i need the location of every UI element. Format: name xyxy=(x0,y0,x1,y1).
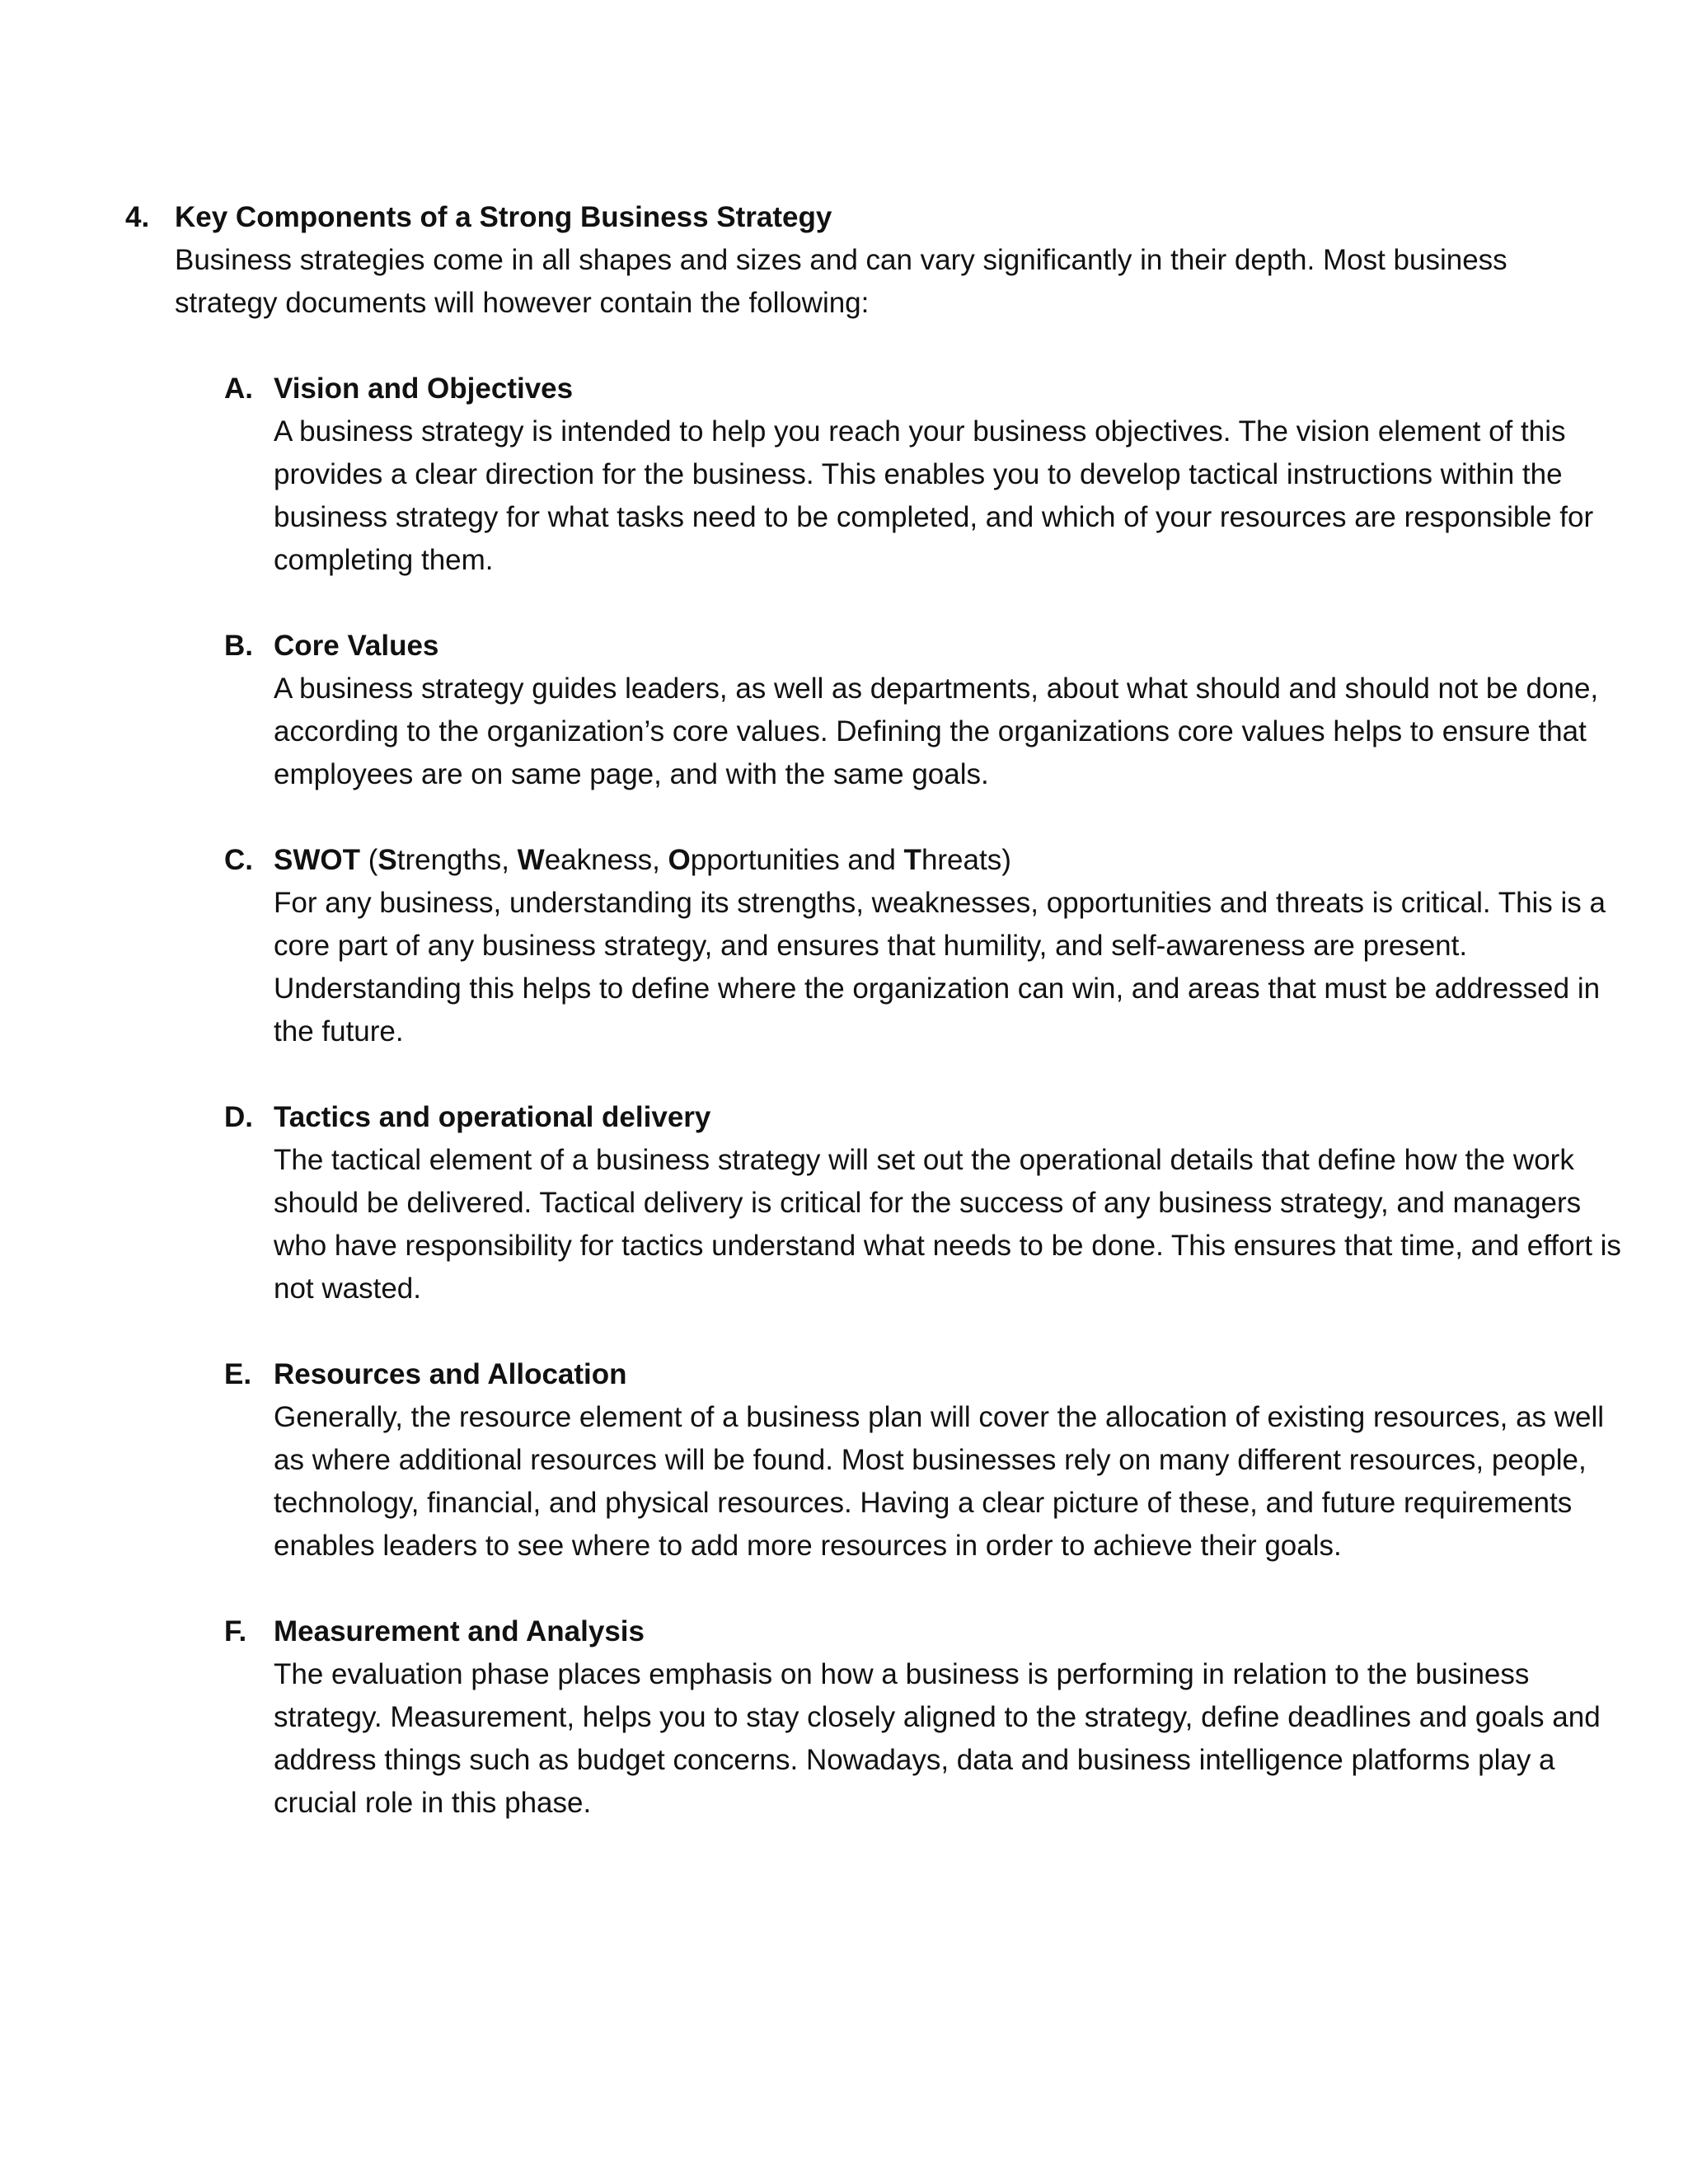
item-title: Vision and Objectives xyxy=(274,373,574,405)
swot-title-bold: SWOT xyxy=(274,844,360,876)
item-heading xyxy=(125,1096,1609,1139)
item-title: Measurement and Analysis xyxy=(274,1615,645,1647)
swot-w-bold: W xyxy=(517,844,545,876)
list-item-core-values xyxy=(125,625,1609,796)
swot-o-rest: pportunities and xyxy=(690,844,904,876)
swot-open: ( xyxy=(359,844,378,876)
list-item-vision-objectives xyxy=(125,368,1609,582)
list-item-measurement xyxy=(125,1610,1609,1825)
swot-t-bold: T xyxy=(903,844,921,876)
item-body: For any business, understanding its strengths, weaknesses, opportunities and threats is critical. This is a core part of any business strategy, and ensures that humility, and self-awareness are present. Understanding this helps to define where the organization can win, and areas that must be addressed in the future. xyxy=(274,887,1606,1047)
section-intro: Business strategies come in all shapes and sizes and can vary significantly in their depth. Most business strategy documents will however contain the following: xyxy=(175,244,1507,319)
item-letter: D. xyxy=(224,1101,253,1133)
swot-s-bold: S xyxy=(377,844,397,876)
item-heading xyxy=(125,839,1609,882)
swot-o-bold: O xyxy=(668,844,691,876)
section-heading xyxy=(125,196,1609,239)
item-body: Generally, the resource element of a business plan will cover the allocation of existing resources, as well as where additional resources will be found. Most businesses rely on many different resources, people, technology, financial, and physical resources. Having a clear picture of these, and future requirements enables leaders to see where to add more resources in order to achieve their goals. xyxy=(274,1401,1605,1562)
item-heading xyxy=(125,1610,1609,1653)
item-body: A business strategy is intended to help you reach your business objectives. The vision element of this provides a clear direction for the business. This enables you to develop tactical instructions within the business strategy for what tasks need to be completed, and which of your resources are responsible for completing them. xyxy=(274,415,1594,576)
item-letter: E. xyxy=(224,1358,252,1390)
list-item-tactics xyxy=(125,1096,1621,1310)
item-title xyxy=(274,839,1011,882)
item-letter: A. xyxy=(224,373,253,405)
swot-s-rest: trengths, xyxy=(396,844,518,876)
item-letter: F. xyxy=(224,1615,247,1647)
item-heading xyxy=(125,1353,1609,1396)
item-letter: C. xyxy=(224,844,253,876)
item-heading xyxy=(125,368,1609,410)
item-body: A business strategy guides leaders, as well as departments, about what should and should not be done, according to the organization’s core values. Defining the organizations core values helps to ensure that employees are on same page, and with the same goals. xyxy=(274,673,1599,790)
component-list xyxy=(125,368,1621,1825)
item-title: Resources and Allocation xyxy=(274,1358,627,1390)
item-letter: B. xyxy=(224,630,253,662)
item-body: The evaluation phase places emphasis on how a business is performing in relation to the business strategy. Measurement, helps you to stay closely aligned to the strategy, define deadlines and goals and address things such as budget concerns. Nowadays, data and business intelligence platforms play a crucial role in this phase. xyxy=(274,1658,1601,1819)
section-title: Key Components of a Strong Business Strategy xyxy=(175,201,832,233)
item-title: Core Values xyxy=(274,630,439,662)
swot-w-rest: eakness, xyxy=(544,844,668,876)
item-heading xyxy=(125,625,1609,668)
item-body: The tactical element of a business strategy will set out the operational details that define how the work should be delivered. Tactical delivery is critical for the success of any business strategy, and managers who have responsibility for tactics understand what needs to be done. This ensures that time, and effort is not wasted. xyxy=(274,1144,1621,1305)
list-item-swot xyxy=(125,839,1609,1053)
section-key-components xyxy=(125,196,1621,1868)
list-item-resources xyxy=(125,1353,1609,1568)
item-title: Tactics and operational delivery xyxy=(274,1101,711,1133)
section-number: 4. xyxy=(125,201,150,233)
swot-t-rest: hreats) xyxy=(921,844,1011,876)
